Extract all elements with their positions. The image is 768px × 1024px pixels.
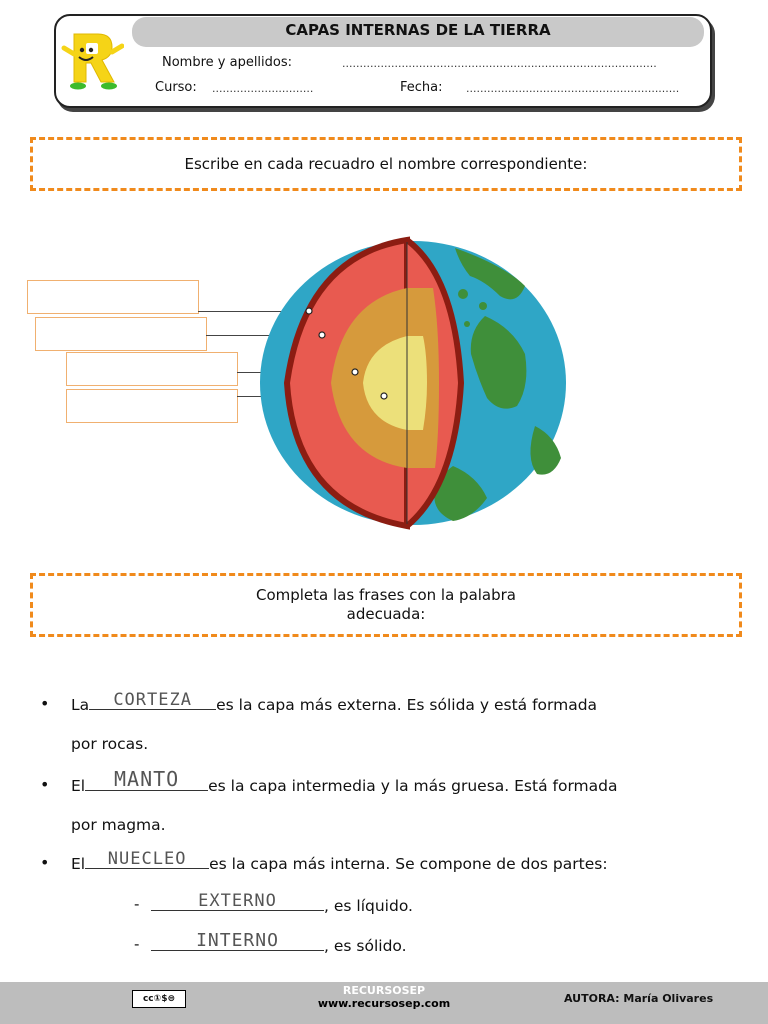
- name-field[interactable]: ..........................................................................................: [342, 57, 657, 70]
- blank-mantle[interactable]: [85, 767, 208, 791]
- name-label: Nombre y apellidos:: [162, 55, 293, 70]
- blank-core[interactable]: [85, 849, 209, 869]
- instruction-text-1: Escribe en cada recuadro el nombre correspondiente:: [184, 154, 588, 173]
- label-box-crust[interactable]: [27, 280, 199, 314]
- sentence-1-continued: por rocas.: [71, 735, 149, 753]
- answer-outer-core: EXTERNO: [198, 891, 277, 911]
- label-box-mantle[interactable]: [35, 317, 207, 351]
- sentence-2-continued: por magma.: [71, 816, 166, 834]
- footer-site-link[interactable]: www.recursosep.com: [317, 997, 451, 1010]
- bullet-3: •: [40, 853, 50, 872]
- footer-author: AUTORA: María Olivares: [564, 992, 714, 1005]
- course-label: Curso:: [155, 80, 197, 95]
- sentence-2: El MANTO es la capa intermedia y la más gruesa. Está formada: [71, 767, 618, 795]
- instruction-text-2b: adecuada:: [346, 605, 426, 623]
- date-field[interactable]: .............................................................: [466, 82, 680, 95]
- answer-crust: CORTEZA: [113, 690, 192, 710]
- date-label: Fecha:: [400, 80, 443, 95]
- page-title: CAPAS INTERNAS DE LA TIERRA: [285, 21, 551, 39]
- footer: [0, 982, 768, 1024]
- sub-sentence-1: EXTERNO , es líquido.: [151, 894, 413, 915]
- sub-sentence-2: INTERNO , es sólido.: [151, 934, 407, 955]
- land-mass-southeast: [530, 426, 561, 475]
- blank-outer-core[interactable]: [151, 891, 324, 911]
- blank-crust[interactable]: [89, 690, 216, 710]
- instruction-text-2a: Completa las frases con la palabra: [255, 586, 516, 604]
- bullet-1: •: [40, 694, 50, 713]
- earth-diagram: [255, 236, 571, 530]
- answer-core: NUECLEO: [107, 849, 187, 869]
- label-box-inner-core[interactable]: [66, 389, 238, 423]
- dash-1: -: [134, 895, 140, 913]
- logo-r-icon: [60, 30, 124, 90]
- course-field[interactable]: .............................: [212, 82, 314, 95]
- instruction-box-1: [30, 137, 742, 191]
- footer-site-title: RECURSOSEP: [342, 984, 426, 997]
- answer-mantle: MANTO: [114, 767, 180, 791]
- instruction-box-2: [30, 573, 742, 637]
- bullet-2: •: [40, 775, 50, 794]
- dash-2: -: [134, 935, 140, 953]
- label-box-outer-core[interactable]: [66, 352, 238, 386]
- sentence-3: El NUECLEO es la capa más interna. Se compone de dos partes:: [71, 849, 608, 873]
- answer-inner-core: INTERNO: [196, 930, 279, 951]
- creative-commons-icon[interactable]: cc①$⊜: [132, 990, 186, 1008]
- sentence-1: La CORTEZA es la capa más externa. Es sólida y está formada: [71, 690, 598, 714]
